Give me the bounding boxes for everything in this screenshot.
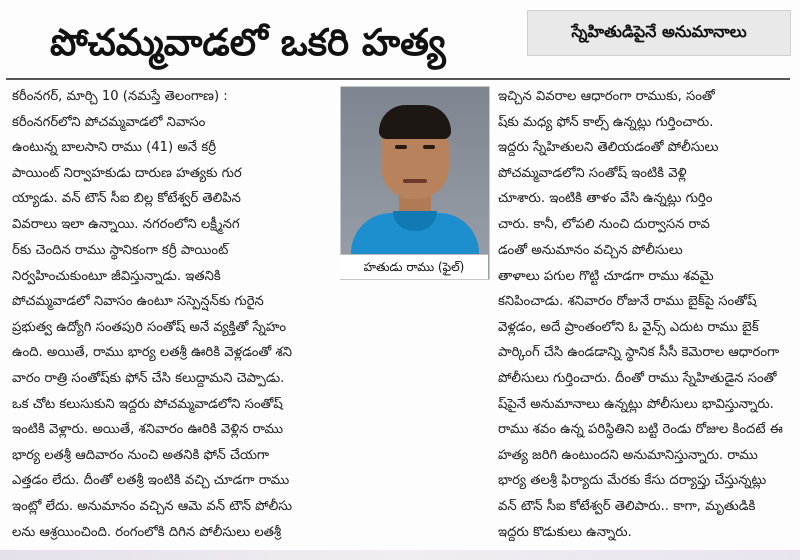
article-line: కరీంనగర్, మార్చి 10 (నమస్తే తెలంగాణ) :: [12, 89, 228, 104]
article-line: వన్ టౌన్ సీఐ కోటేశ్వర్ తెలిపారు.. కాగా, మృతుడికి: [498, 498, 756, 514]
article-line: పోలీసులు గుర్తించారు. దీంతో రాము స్నేహితుడైన సంతో: [498, 370, 777, 386]
article-line: ఇంటికి వెళ్లారు. అయితే, శనివారం ఊరికి వెళ్లిన రాము: [12, 422, 284, 438]
article-line: పోచమ్మవాడలో నివాసం ఉంటూ సస్పెన్షన్‌కు గురైన: [12, 294, 264, 310]
article-line: తాళాలు పగుల గొట్టి చూడగా రాము శవమై: [498, 268, 714, 284]
article-line: భార్య తలశ్రీ ఫిర్యాదు మేరకు కేసు దర్యాప్తు చేస్తున్నట్లు: [498, 473, 767, 489]
article-line: కనిపించాడు. శనివారం రోజునే రాము బైక్‌పై సంతోష్: [498, 294, 757, 310]
article-line: ర్‌కు చెందిన రాము స్థానికంగా కర్రీ పాయింట్: [12, 243, 229, 258]
article-line: వెళ్లడం, అదే ప్రాంతంలోని ఓ వైన్స్ ఎదుట రాము బైక్: [498, 319, 759, 335]
subheadline-box: [527, 10, 791, 56]
column-2-top: [498, 84, 790, 238]
article-line: హత్య జరిగి ఉంటుందని అనుమానిస్తున్నారు. రాము: [498, 447, 758, 463]
column-1-top: [12, 84, 332, 238]
column-2-bottom: [498, 238, 790, 545]
article-line: కరీంనగర్‌లోని పోచమ్మవాడలో నివాసం: [12, 114, 206, 130]
article-line: పోచమ్మవాడలోని సంతోష్ ఇంటికి వెళ్లి: [498, 165, 687, 181]
article-line: భార్య లతశ్రీ ఆదివారం నుంచి అతనికి ఫోన్ చేయగా: [12, 447, 270, 463]
article-line: ష్‌కు మధ్య ఫోన్ కాల్స్ ఉన్నట్లు గుర్తించారు.: [498, 114, 714, 130]
article-line: నిర్వహించుకుంటూ జీవిస్తున్నాడు. ఇతనికి: [12, 268, 221, 284]
article-line: చూశారు. ఇంటికి తాళం వేసి ఉన్నట్లు గుర్తిం: [498, 191, 713, 207]
article-line: చారు. కానీ, లోపలి నుంచి దుర్వాసన రావ: [498, 216, 710, 232]
article-line: వివరాలు ఇలా ఉన్నాయి. నగరంలోని లక్ష్మీనగ: [12, 216, 240, 232]
article-line: వారం రాత్రి సంతోష్‌కు ఫోన్ చేసి కలుద్దామని చెప్పాడు.: [12, 370, 285, 386]
article-line: ఒక చోట కలుసుకుని ఇద్దరు పోచమ్మవాడలోని సంతోష్: [12, 396, 283, 412]
victim-photo: [340, 86, 490, 280]
headline: పోచమ్మవాడలో ఒకరి హత్య: [50, 21, 446, 64]
article-line: య్యాడు. వన్ టౌన్ సీఐ బిల్ల కోటేశ్వర్ తెలిపిన: [12, 191, 241, 207]
article-line: ఇద్దరు స్నేహితులని తెలియడంతో పోలీసులు: [498, 140, 719, 156]
article-line: లను ఆశ్రయించింది. రంగంలోకి దిగిన పోలీసులు లతశ్రీ: [12, 524, 282, 540]
photo-mustache: [403, 179, 427, 183]
article-line: పార్కింగ్ చేసి ఉండడాన్ని స్థానిక సీసీ కెమెరాల ఆధారంగా: [498, 345, 780, 361]
photo-eye-left: [395, 145, 407, 149]
article-line: ప్రభుత్వ ఉద్యోగి సంతపురి సంతోష్ అనే వ్యక్తితో స్నేహం: [12, 319, 287, 335]
bottom-edge-strip: [0, 550, 800, 560]
photo-hair: [379, 105, 451, 139]
article-line: ష్‌పైనే అనుమానాలు ఉన్నట్లు పోలీసులు భావిస్తున్నారు.: [498, 396, 774, 412]
article-line: డంతో అనుమానం వచ్చిన పోలీసులు: [498, 243, 683, 258]
article-line: ఇచ్చిన వివరాల ఆధారంగా రాముకు, సంతో: [498, 89, 715, 104]
article-line: రాము శవం ఉన్న పరిస్థితిని బట్టి రెండు రోజుల కిందటే ఈ: [498, 422, 783, 438]
photo-eye-right: [423, 145, 435, 149]
photo-caption: హతుడు రాము (ఫైల్): [340, 254, 488, 279]
article-line: ఇంట్లో లేదు. అనుమానం వచ్చిన ఆమె వన్ టౌన్ పోలీసు: [12, 498, 293, 514]
article-line: ఇద్దరు కొడుకులు ఉన్నారు.: [498, 524, 632, 540]
headline-divider: [6, 78, 790, 80]
article-line: ఉంది. అయితే, రాము భార్య లతశ్రీ ఊరికి వెళ్లడంతో శని: [12, 345, 292, 361]
subheadline: స్నేహితుడిపైనే అనుమానాలు: [571, 21, 747, 41]
article-line: పాయింట్ నిర్వాహకుడు దారుణ హత్యకు గుర: [12, 165, 242, 181]
article-line: ఎత్తడం లేదు. దీంతో లతశ్రీ ఇంటికి వచ్చి చూడగా రాము: [12, 473, 290, 489]
column-1-bottom: [12, 238, 492, 545]
article-line: ఉంటున్న బాలసాని రాము (41) అనే కర్రీ: [12, 140, 217, 156]
